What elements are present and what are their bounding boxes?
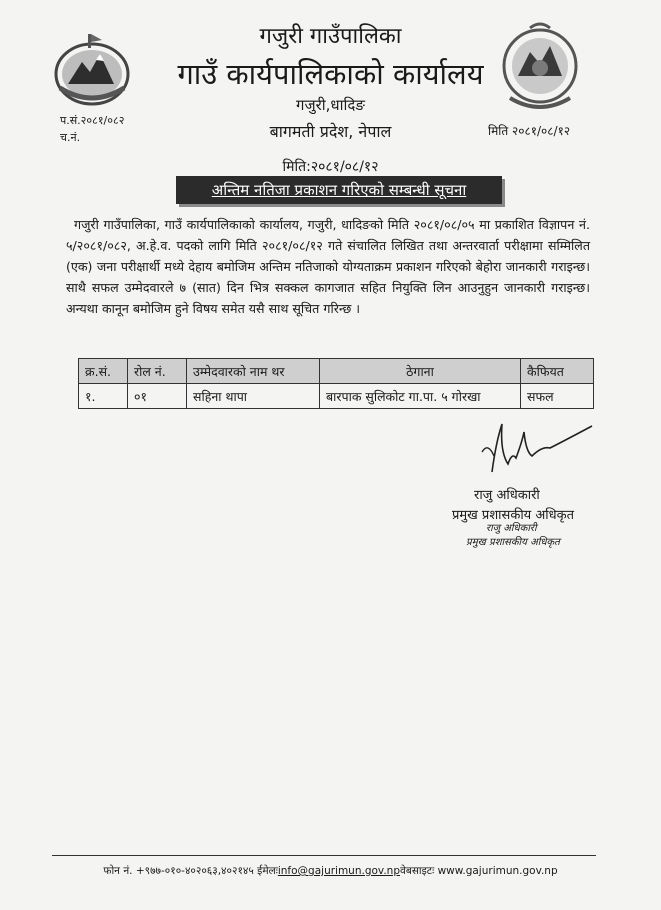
notice-body: गजुरी गाउँपालिका, गाउँ कार्यपालिकाको कार्यालय, गजुरी, धादिङको मिति २०८१/०८/०५ मा प्रकाशित विज्ञापन नं. ५/२०८१/०८२, अ.हे.व. पदको लागि मिति २०८१/०८/१२ गते संचालित लिखित तथा अन्तरवार्ता परीक्षामा सम्मिलित (एक) जना परीक्षार्थी मध्ये देहाय बमोजिम अन्तिम नतिजाको योग्यताक्रम प्रकाशन गरिएको बेहोरा जानकारी गराइन्छ। साथै सफल उम्मेदवारले ७ (सात) दिन भित्र सक्कल कागजात सहित नियुक्ति लिन आउनुहुन जानकारी गराइन्छ। अन्यथा कानून बमोजिम हुने विषय समेत यसै साथ सूचित गरिन्छ । — [66, 217, 590, 316]
header-address: ठेगाना — [320, 359, 521, 384]
footer-email-label: ईमेलः — [257, 865, 278, 877]
header-serial: क्र.सं. — [79, 359, 128, 384]
stamp-name: राजु अधिकारी — [486, 523, 537, 534]
cell-serial: १. — [79, 384, 128, 409]
footer-website-link[interactable]: www.gajurimun.gov.np — [437, 865, 558, 877]
notice-title: अन्तिम नतिजा प्रकाशन गरिएको सम्बन्धी सूचना — [211, 181, 467, 199]
footer-website-label: वेबसाइटः — [399, 865, 435, 877]
office-location: गजुरी,धादिङ — [296, 96, 365, 114]
reference-number: प.सं.२०८१/०८२ — [60, 114, 125, 127]
footer — [0, 864, 661, 878]
footer-email-link[interactable]: info@gajurimun.gov.np — [277, 865, 400, 877]
table-row — [79, 384, 594, 409]
header-remarks: कैफियत — [521, 359, 594, 384]
office-province: बागमती प्रदेश, नेपाल — [269, 122, 392, 141]
cell-roll: ०१ — [128, 384, 187, 409]
cell-name: सहिना थापा — [187, 384, 320, 409]
header-date: मिति २०८१/०८/१२ — [488, 124, 571, 138]
header-name: उम्मेदवारको नाम थर — [187, 359, 320, 384]
result-table — [78, 358, 594, 409]
cell-address: बारपाक सुलिकोट गा.पा. ५ गोरखा — [320, 384, 521, 409]
table-header-row — [79, 359, 594, 384]
org-name: गजुरी गाउँपालिका — [259, 24, 402, 49]
dispatch-number: च.नं. — [60, 131, 81, 144]
signature-scribble — [472, 412, 602, 484]
stamp-title: प्रमुख प्रशासकीय अधिकृत — [466, 537, 560, 548]
notice-title-banner — [176, 176, 502, 204]
notice-date: मिति:२०८१/०८/१२ — [282, 159, 379, 175]
signer-title: प्रमुख प्रशासकीय अधिकृत — [452, 508, 575, 523]
signer-name: राजु अधिकारी — [474, 488, 540, 503]
header-roll: रोल नं. — [128, 359, 187, 384]
office-name: गाउँ कार्यपालिकाको कार्यालय — [177, 57, 484, 91]
cell-remarks: सफल — [521, 384, 594, 409]
footer-phone: फोन नं. +९७७-०१०-४०२०६३,४०२१४५ — [103, 865, 254, 877]
footer-divider — [52, 855, 596, 856]
